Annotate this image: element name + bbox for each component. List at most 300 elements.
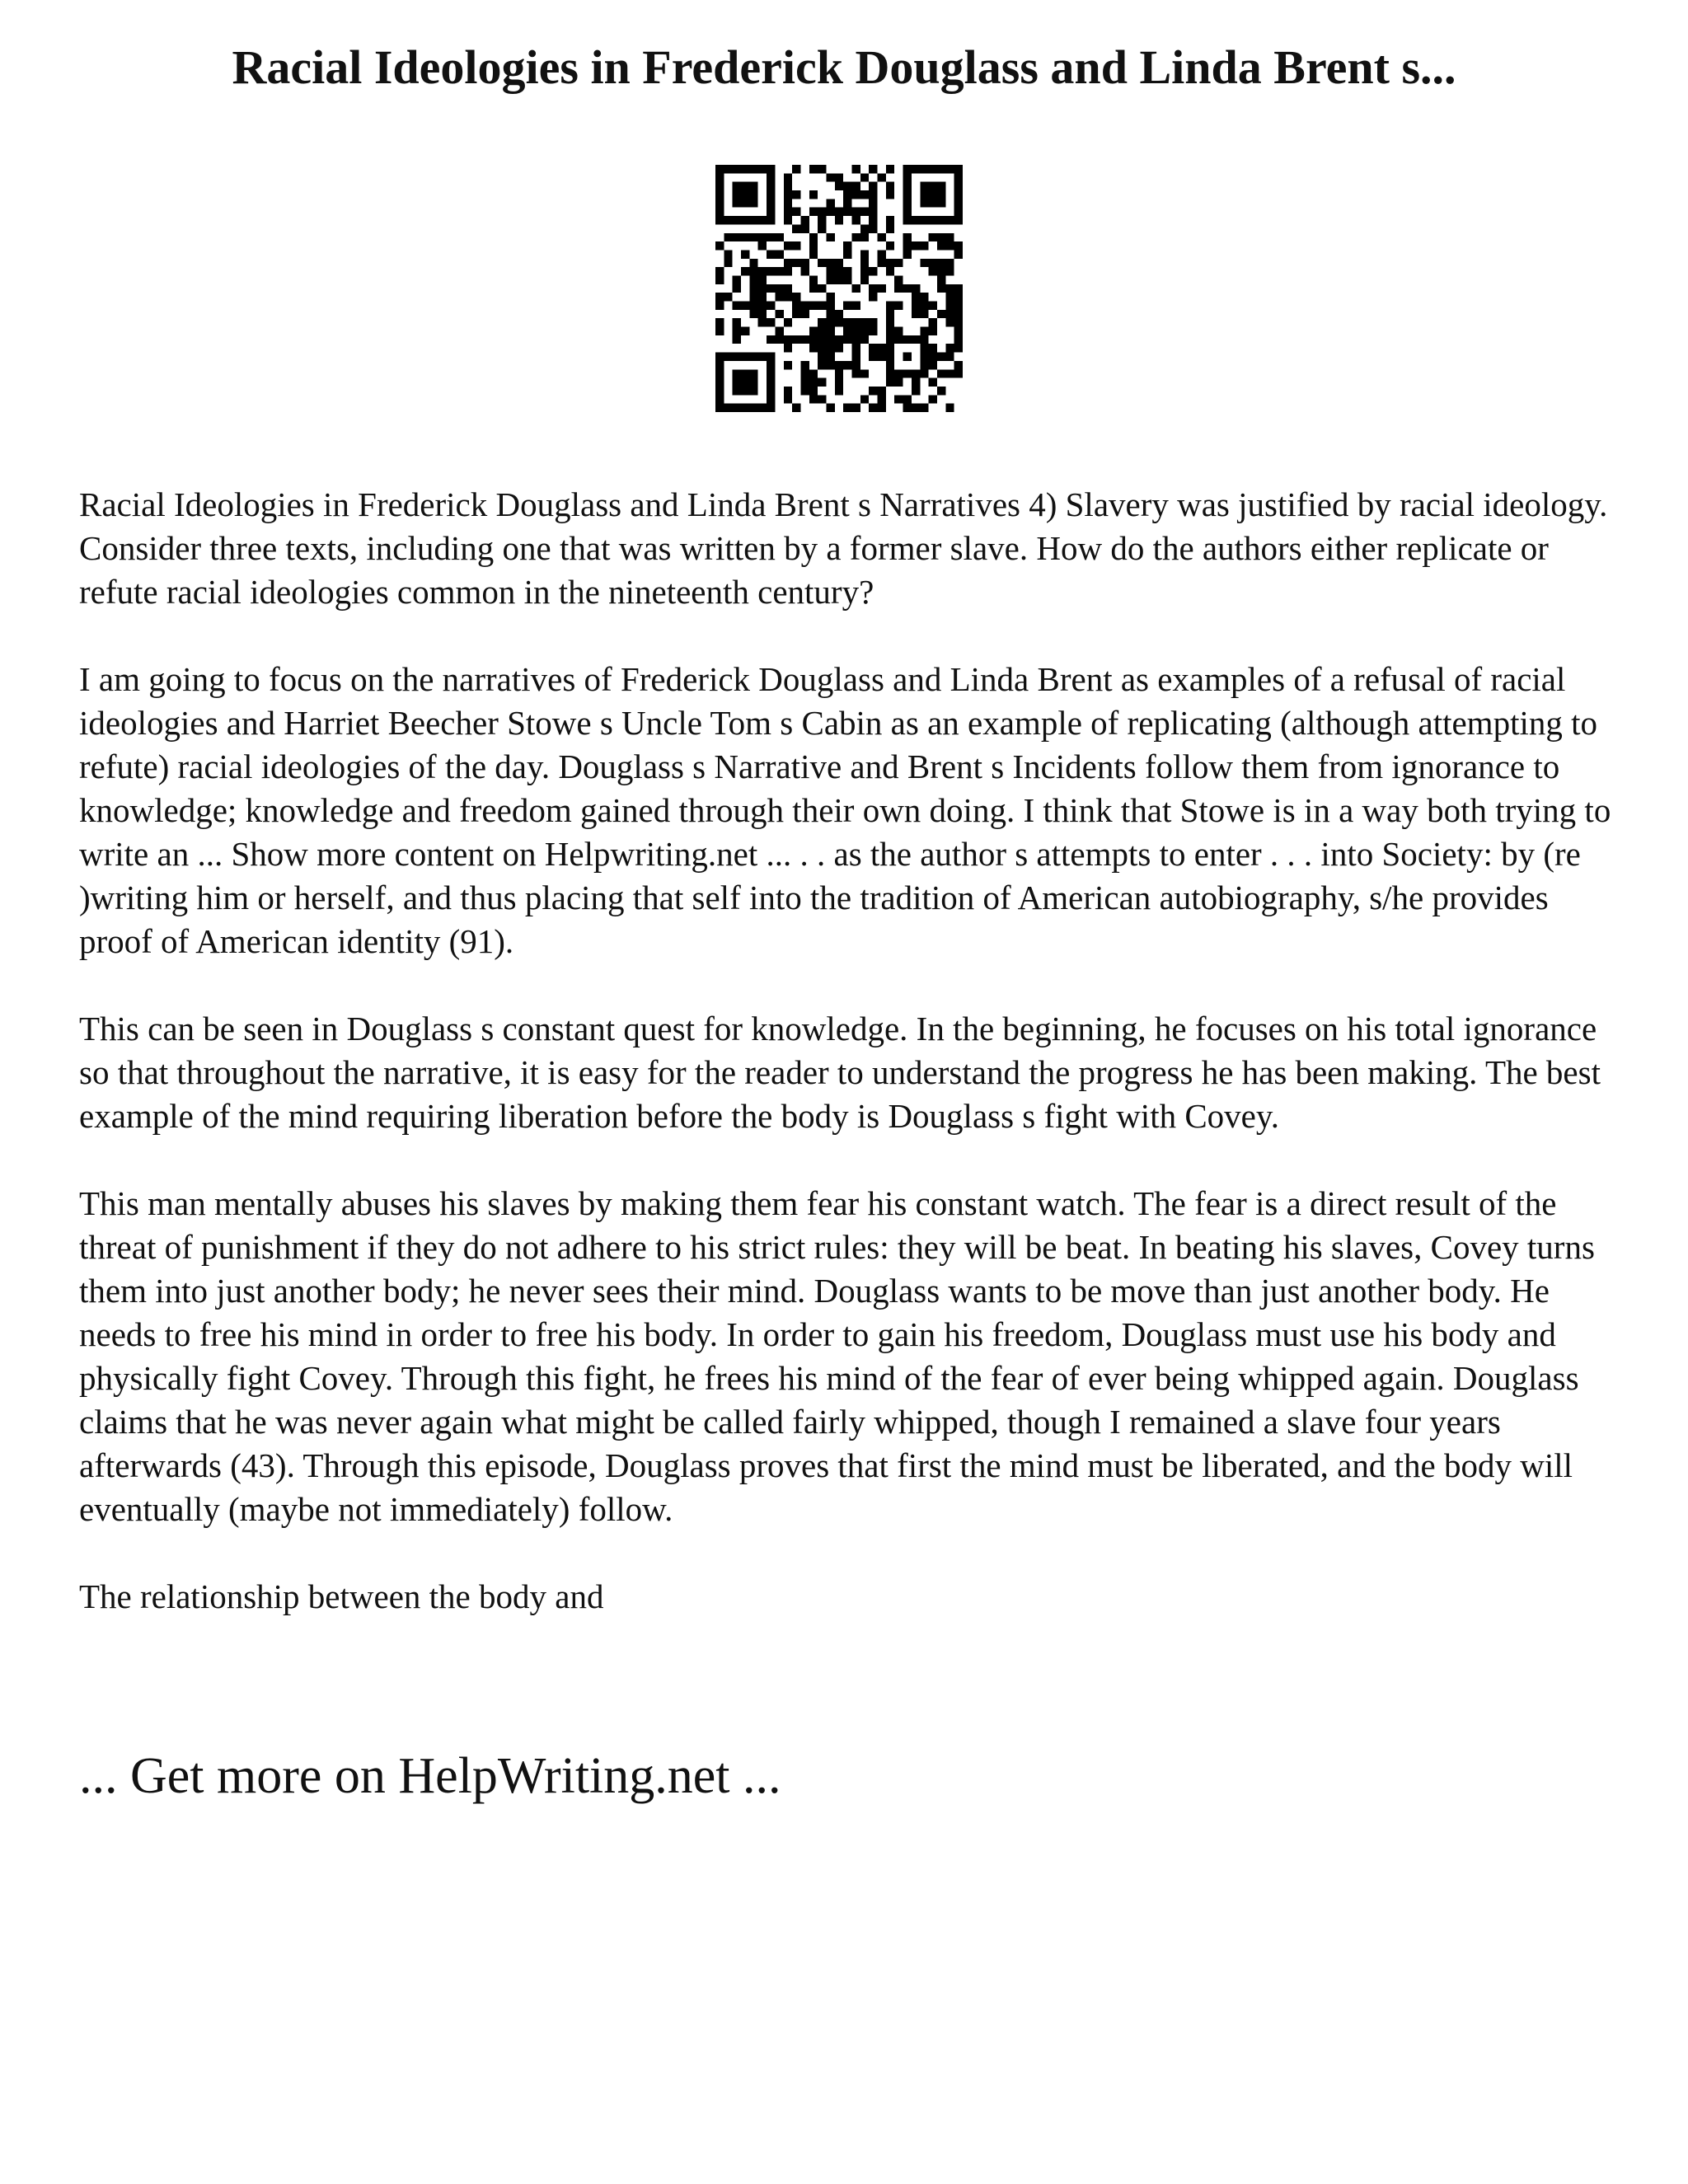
qr-module bbox=[920, 335, 928, 344]
qr-module bbox=[800, 310, 809, 318]
qr-module bbox=[818, 302, 826, 310]
qr-module bbox=[903, 404, 912, 412]
qr-module bbox=[800, 378, 809, 387]
qr-module bbox=[869, 182, 877, 190]
qr-module bbox=[912, 369, 920, 377]
qr-module bbox=[809, 344, 818, 352]
qr-module bbox=[920, 369, 928, 377]
qr-module bbox=[903, 233, 912, 241]
qr-module bbox=[715, 241, 724, 250]
qr-module bbox=[758, 404, 767, 412]
qr-module bbox=[937, 284, 945, 293]
qr-module bbox=[954, 302, 963, 310]
qr-module bbox=[835, 275, 843, 284]
qr-module bbox=[843, 190, 851, 199]
qr-module bbox=[715, 318, 724, 326]
qr-module bbox=[809, 241, 818, 250]
qr-module bbox=[860, 208, 869, 216]
qr-module bbox=[733, 378, 741, 387]
qr-module bbox=[818, 335, 826, 344]
qr-module bbox=[792, 335, 800, 344]
qr-module bbox=[767, 199, 775, 207]
qr-module bbox=[912, 387, 920, 395]
qr-module bbox=[715, 327, 724, 335]
qr-module bbox=[929, 302, 937, 310]
qr-module bbox=[869, 224, 877, 232]
qr-module bbox=[809, 190, 818, 199]
qr-module bbox=[929, 378, 937, 387]
qr-module bbox=[767, 267, 775, 275]
qr-module bbox=[843, 302, 851, 310]
qr-module bbox=[715, 395, 724, 403]
qr-module bbox=[784, 173, 792, 181]
qr-module bbox=[784, 335, 792, 344]
qr-module bbox=[758, 275, 767, 284]
qr-module bbox=[912, 165, 920, 173]
qr-module bbox=[937, 353, 945, 361]
qr-module bbox=[758, 284, 767, 293]
qr-module bbox=[784, 208, 792, 216]
qr-module bbox=[920, 241, 928, 250]
qr-module bbox=[741, 233, 749, 241]
qr-module bbox=[775, 310, 783, 318]
qr-module bbox=[775, 335, 783, 344]
qr-module bbox=[886, 318, 894, 326]
qr-module bbox=[741, 165, 749, 173]
qr-module bbox=[784, 216, 792, 224]
qr-module bbox=[784, 318, 792, 326]
qr-module bbox=[818, 259, 826, 267]
qr-module bbox=[826, 293, 834, 301]
qr-module bbox=[912, 241, 920, 250]
essay-paragraph: This can be seen in Douglass s constant quest for knowledge. In the beginning, he focuses on his total ignorance so that throughout the narrative, it is easy for the reader to understand the progress he has been making. The best example of the mind requiring liberation before the body is Douglass s fight with Covey. bbox=[79, 1010, 1601, 1135]
qr-module bbox=[894, 327, 903, 335]
qr-module bbox=[818, 344, 826, 352]
qr-module bbox=[903, 216, 912, 224]
qr-module bbox=[954, 165, 963, 173]
qr-module bbox=[715, 190, 724, 199]
qr-module bbox=[869, 327, 877, 335]
qr-module bbox=[775, 327, 783, 335]
qr-module bbox=[878, 387, 886, 395]
qr-module bbox=[920, 353, 928, 361]
qr-module bbox=[758, 165, 767, 173]
qr-module bbox=[903, 250, 912, 258]
qr-module bbox=[903, 199, 912, 207]
qr-module bbox=[920, 190, 928, 199]
qr-module bbox=[809, 208, 818, 216]
qr-module bbox=[945, 165, 954, 173]
qr-module bbox=[715, 275, 724, 284]
qr-module bbox=[869, 267, 877, 275]
qr-module bbox=[954, 327, 963, 335]
qr-module bbox=[929, 318, 937, 326]
qr-module bbox=[758, 267, 767, 275]
qr-module bbox=[937, 267, 945, 275]
qr-module bbox=[749, 369, 757, 377]
qr-module bbox=[809, 302, 818, 310]
qr-module bbox=[775, 250, 783, 258]
qr-module bbox=[954, 173, 963, 181]
qr-module bbox=[800, 302, 809, 310]
qr-module bbox=[929, 182, 937, 190]
qr-module bbox=[835, 208, 843, 216]
qr-module bbox=[724, 216, 732, 224]
qr-module bbox=[852, 318, 860, 326]
qr-module bbox=[869, 293, 877, 301]
qr-module bbox=[715, 182, 724, 190]
qr-module bbox=[749, 275, 757, 284]
qr-module bbox=[945, 216, 954, 224]
qr-module bbox=[724, 233, 732, 241]
qr-module bbox=[758, 233, 767, 241]
qr-module bbox=[869, 208, 877, 216]
qr-module bbox=[835, 267, 843, 275]
qr-module bbox=[724, 250, 732, 258]
qr-module bbox=[749, 182, 757, 190]
qr-module bbox=[792, 302, 800, 310]
qr-module bbox=[835, 310, 843, 318]
qr-module bbox=[945, 369, 954, 377]
qr-module bbox=[920, 216, 928, 224]
qr-module bbox=[852, 361, 860, 369]
qr-module bbox=[733, 369, 741, 377]
qr-module bbox=[903, 165, 912, 173]
document-title: Racial Ideologies in Frederick Douglass and Linda Brent s... bbox=[232, 40, 1456, 94]
qr-module bbox=[886, 182, 894, 190]
qr-module bbox=[954, 208, 963, 216]
qr-module bbox=[886, 224, 894, 232]
qr-module bbox=[758, 318, 767, 326]
qr-module bbox=[715, 199, 724, 207]
qr-module bbox=[792, 293, 800, 301]
qr-module bbox=[860, 267, 869, 275]
qr-module bbox=[715, 216, 724, 224]
qr-module bbox=[912, 293, 920, 301]
qr-module bbox=[809, 165, 818, 173]
qr-module bbox=[886, 259, 894, 267]
qr-module bbox=[826, 302, 834, 310]
qr-module bbox=[878, 250, 886, 258]
qr-module bbox=[724, 293, 732, 301]
essay-paragraph: The relationship between the body and bbox=[79, 1577, 604, 1615]
qr-module bbox=[767, 284, 775, 293]
qr-module bbox=[843, 250, 851, 258]
qr-module bbox=[749, 302, 757, 310]
qr-module bbox=[818, 378, 826, 387]
qr-module bbox=[826, 259, 834, 267]
qr-module bbox=[937, 199, 945, 207]
qr-module bbox=[852, 216, 860, 224]
qr-module bbox=[749, 353, 757, 361]
qr-module bbox=[886, 369, 894, 377]
qr-module bbox=[886, 190, 894, 199]
qr-module bbox=[809, 378, 818, 387]
qr-module bbox=[809, 387, 818, 395]
qr-module bbox=[724, 165, 732, 173]
qr-module bbox=[843, 361, 851, 369]
qr-module bbox=[878, 284, 886, 293]
qr-module bbox=[860, 395, 869, 403]
qr-module bbox=[767, 318, 775, 326]
qr-module bbox=[894, 275, 903, 284]
qr-module bbox=[835, 259, 843, 267]
qr-module bbox=[937, 216, 945, 224]
qr-module bbox=[954, 182, 963, 190]
qr-module bbox=[818, 353, 826, 361]
qr-module bbox=[784, 199, 792, 207]
qr-module bbox=[886, 335, 894, 344]
qr-module bbox=[835, 378, 843, 387]
qr-module bbox=[869, 404, 877, 412]
qr-module bbox=[715, 369, 724, 377]
qr-module bbox=[715, 208, 724, 216]
qr-module bbox=[733, 302, 741, 310]
qr-module bbox=[852, 284, 860, 293]
qr-module bbox=[749, 404, 757, 412]
qr-module bbox=[929, 190, 937, 199]
qr-module bbox=[954, 310, 963, 318]
qr-module bbox=[784, 267, 792, 275]
qr-module bbox=[749, 165, 757, 173]
qr-module bbox=[886, 165, 894, 173]
qr-module bbox=[835, 182, 843, 190]
qr-module bbox=[903, 173, 912, 181]
qr-module bbox=[945, 293, 954, 301]
qr-module bbox=[733, 190, 741, 199]
qr-module bbox=[852, 302, 860, 310]
qr-module bbox=[767, 173, 775, 181]
qr-module bbox=[767, 353, 775, 361]
qr-module bbox=[929, 344, 937, 352]
qr-module bbox=[835, 344, 843, 352]
qr-module bbox=[937, 241, 945, 250]
qr-module bbox=[749, 267, 757, 275]
qr-module bbox=[767, 208, 775, 216]
qr-module bbox=[800, 361, 809, 369]
qr-module bbox=[937, 165, 945, 173]
qr-module bbox=[741, 216, 749, 224]
qr-module bbox=[954, 344, 963, 352]
qr-module bbox=[733, 387, 741, 395]
qr-module bbox=[826, 404, 834, 412]
qr-module bbox=[929, 233, 937, 241]
qr-module bbox=[920, 165, 928, 173]
qr-module bbox=[843, 404, 851, 412]
qr-module bbox=[758, 353, 767, 361]
qr-module bbox=[843, 335, 851, 344]
qr-module bbox=[852, 182, 860, 190]
qr-module bbox=[860, 173, 869, 181]
qr-module bbox=[852, 233, 860, 241]
qr-module bbox=[878, 233, 886, 241]
qr-module bbox=[784, 293, 792, 301]
qr-module bbox=[792, 310, 800, 318]
qr-module bbox=[869, 344, 877, 352]
qr-module bbox=[792, 241, 800, 250]
qr-module bbox=[809, 284, 818, 293]
qr-module bbox=[835, 387, 843, 395]
qr-module bbox=[758, 293, 767, 301]
qr-module bbox=[809, 250, 818, 258]
qr-module bbox=[886, 344, 894, 352]
qr-module bbox=[929, 165, 937, 173]
qr-module bbox=[800, 216, 809, 224]
qr-module bbox=[843, 208, 851, 216]
qr-module bbox=[860, 327, 869, 335]
qr-module bbox=[826, 208, 834, 216]
qr-module bbox=[869, 216, 877, 224]
qr-module bbox=[886, 310, 894, 318]
qr-module bbox=[818, 327, 826, 335]
qr-module bbox=[818, 224, 826, 232]
qr-module bbox=[792, 224, 800, 232]
qr-module bbox=[912, 216, 920, 224]
qr-module bbox=[886, 267, 894, 275]
qr-module bbox=[860, 190, 869, 199]
qr-module bbox=[724, 404, 732, 412]
qr-module bbox=[954, 335, 963, 344]
qr-module bbox=[852, 208, 860, 216]
qr-module bbox=[954, 369, 963, 377]
qr-module bbox=[886, 302, 894, 310]
qr-module bbox=[954, 190, 963, 199]
qr-module bbox=[715, 173, 724, 181]
qr-module bbox=[903, 353, 912, 361]
qr-module bbox=[733, 182, 741, 190]
qr-module bbox=[937, 190, 945, 199]
qr-module bbox=[818, 284, 826, 293]
qr-module bbox=[715, 404, 724, 412]
qr-module bbox=[869, 190, 877, 199]
qr-module bbox=[954, 241, 963, 250]
qr-module bbox=[749, 259, 757, 267]
qr-module bbox=[894, 284, 903, 293]
qr-module bbox=[929, 216, 937, 224]
qr-module bbox=[945, 284, 954, 293]
qr-module bbox=[929, 327, 937, 335]
qr-module bbox=[860, 335, 869, 344]
qr-module bbox=[869, 318, 877, 326]
qr-module bbox=[937, 369, 945, 377]
qr-module bbox=[903, 190, 912, 199]
qr-module bbox=[758, 310, 767, 318]
qr-module bbox=[749, 378, 757, 387]
qr-module bbox=[860, 259, 869, 267]
qr-module bbox=[715, 267, 724, 275]
qr-module bbox=[937, 182, 945, 190]
qr-module bbox=[733, 275, 741, 284]
qr-module bbox=[920, 344, 928, 352]
qr-module bbox=[741, 190, 749, 199]
qr-module bbox=[903, 241, 912, 250]
qr-module bbox=[784, 361, 792, 369]
qr-module bbox=[912, 335, 920, 344]
qr-module bbox=[767, 395, 775, 403]
qr-module bbox=[929, 353, 937, 361]
qr-module bbox=[758, 302, 767, 310]
qr-module bbox=[843, 327, 851, 335]
qr-module bbox=[826, 361, 834, 369]
qr-module bbox=[852, 327, 860, 335]
essay-paragraph: This man mentally abuses his slaves by making them fear his constant watch. The fear is a direct result of the threat of punishment if they do not adhere to his strict rules: they will be beat. In beating his slaves, Covey turns them into just another body; he never sees their mind. Douglass wants to be move than just another body. He needs to free his mind in order to free his body. In order to gain his freedom, Douglass must use his body and physically fight Covey. Through this fight, he frees his mind of the fear of ever being whipped again. Douglass claims that he was never again what might be called fairly whipped, though I remained a slave four years afterwards (43). Through this episode, Douglass proves that first the mind must be liberated, and the body will eventually (maybe not immediately) follow. bbox=[79, 1184, 1595, 1528]
qr-module bbox=[903, 182, 912, 190]
qr-module bbox=[749, 216, 757, 224]
qr-module bbox=[843, 267, 851, 275]
qr-module bbox=[869, 387, 877, 395]
qr-module bbox=[912, 302, 920, 310]
qr-module bbox=[920, 361, 928, 369]
qr-module bbox=[894, 259, 903, 267]
qr-module bbox=[929, 259, 937, 267]
qr-module bbox=[741, 182, 749, 190]
qr-module bbox=[878, 404, 886, 412]
qr-module bbox=[749, 387, 757, 395]
qr-module bbox=[920, 302, 928, 310]
qr-module bbox=[826, 353, 834, 361]
qr-module bbox=[869, 199, 877, 207]
qr-module bbox=[741, 199, 749, 207]
essay-body bbox=[79, 483, 1629, 1662]
qr-module bbox=[945, 404, 954, 412]
qr-module bbox=[886, 361, 894, 369]
qr-module bbox=[767, 335, 775, 344]
qr-module bbox=[894, 395, 903, 403]
qr-module bbox=[920, 327, 928, 335]
qr-module bbox=[937, 233, 945, 241]
get-more-link[interactable]: ... Get more on HelpWriting.net ... bbox=[79, 1748, 781, 1804]
qr-module bbox=[929, 267, 937, 275]
qr-module bbox=[733, 233, 741, 241]
qr-module bbox=[800, 335, 809, 344]
qr-module bbox=[826, 318, 834, 326]
qr-module bbox=[920, 182, 928, 190]
qr-module bbox=[903, 369, 912, 377]
qr-module bbox=[767, 404, 775, 412]
qr-module bbox=[741, 267, 749, 275]
qr-module bbox=[775, 293, 783, 301]
qr-module bbox=[843, 241, 851, 250]
qr-module bbox=[733, 353, 741, 361]
qr-module bbox=[937, 259, 945, 267]
qr-module bbox=[852, 369, 860, 377]
qr-module bbox=[809, 275, 818, 284]
qr-module bbox=[767, 182, 775, 190]
qr-module bbox=[749, 233, 757, 241]
qr-module bbox=[792, 208, 800, 216]
qr-module bbox=[929, 199, 937, 207]
qr-module bbox=[767, 165, 775, 173]
qr-module bbox=[818, 395, 826, 403]
qr-module bbox=[767, 387, 775, 395]
qr-module bbox=[886, 353, 894, 361]
qr-module bbox=[929, 395, 937, 403]
qr-module bbox=[920, 199, 928, 207]
qr-module bbox=[741, 353, 749, 361]
qr-module bbox=[894, 335, 903, 344]
qr-module bbox=[767, 369, 775, 377]
qr-module bbox=[733, 318, 741, 326]
qr-module bbox=[835, 361, 843, 369]
qr-module bbox=[878, 173, 886, 181]
qr-module bbox=[800, 259, 809, 267]
qr-module bbox=[826, 344, 834, 352]
qr-module bbox=[860, 233, 869, 241]
qr-module bbox=[903, 395, 912, 403]
qr-module bbox=[715, 387, 724, 395]
qr-module bbox=[826, 275, 834, 284]
qr-module bbox=[954, 284, 963, 293]
